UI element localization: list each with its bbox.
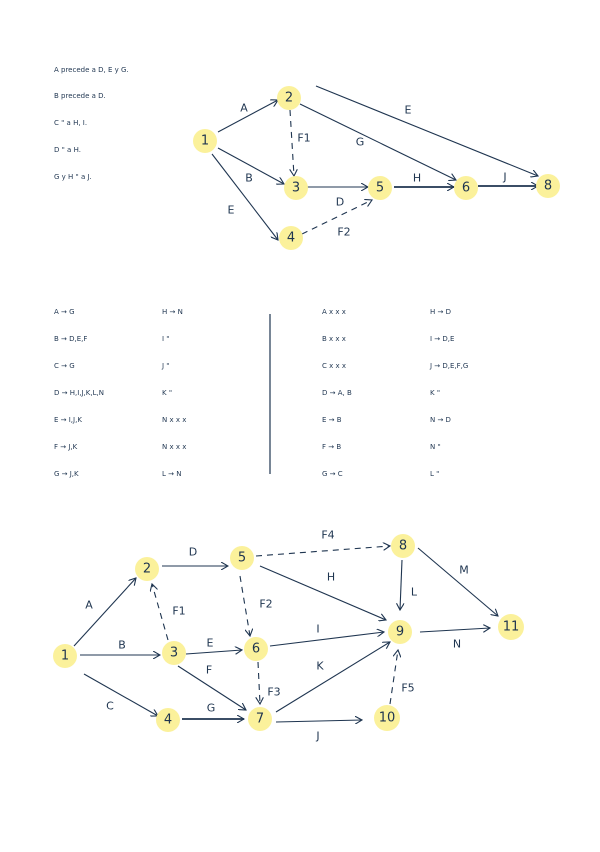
edge-label: N xyxy=(452,637,462,651)
edge-label: D xyxy=(188,545,198,559)
table-cell: H → D xyxy=(430,308,451,316)
edge-f2 xyxy=(240,576,250,636)
precedence-line: G y H " a J. xyxy=(54,173,92,181)
edge-label: G xyxy=(355,135,365,149)
edge-label: G xyxy=(206,701,216,715)
edge-label: J xyxy=(316,729,320,743)
table-cell: E → B xyxy=(322,416,342,424)
predecessor-table xyxy=(322,308,468,478)
table-cell: F → J,K xyxy=(54,443,78,451)
edge-f1 xyxy=(290,110,294,176)
edge-f4 xyxy=(256,546,390,556)
node-label: 10 xyxy=(378,710,396,726)
edge-e xyxy=(186,650,242,654)
node-label: 11 xyxy=(502,619,520,635)
edge-label: K xyxy=(316,659,324,673)
edge-f5 xyxy=(390,650,398,704)
node-label: 8 xyxy=(543,178,553,194)
top-network-diagram xyxy=(193,86,560,250)
precedence-line: C " a H, I. xyxy=(54,119,88,127)
edge-label: F5 xyxy=(401,681,415,695)
table-cell: C x x x xyxy=(322,362,346,370)
successor-table xyxy=(54,308,186,478)
edge-e-top xyxy=(316,86,538,176)
edge-label: F2 xyxy=(259,597,273,611)
edge-label: E xyxy=(227,203,235,217)
node-label: 9 xyxy=(395,624,405,640)
edge-k xyxy=(276,642,390,712)
edge-n xyxy=(420,628,490,632)
edge-label: I xyxy=(316,622,320,636)
edge-j xyxy=(276,720,362,722)
table-cell: A x x x xyxy=(322,308,346,316)
table-cell: K " xyxy=(430,389,441,397)
node-label: 3 xyxy=(291,180,301,196)
edge-g xyxy=(300,104,456,180)
node-label: 8 xyxy=(398,538,408,554)
edge-label: C xyxy=(106,699,114,713)
node-label: 1 xyxy=(60,648,70,664)
edge-f3 xyxy=(258,662,260,704)
node-label: 1 xyxy=(200,133,210,149)
bottom-network-diagram xyxy=(53,529,524,743)
edge-c xyxy=(84,674,158,716)
edge-label: E xyxy=(206,636,214,650)
table-cell: D → A, B xyxy=(322,389,352,397)
edge-label: F1 xyxy=(172,604,186,618)
edge-label: B xyxy=(118,638,126,652)
edge-label: L xyxy=(410,585,418,599)
node-label: 5 xyxy=(237,550,247,566)
table-cell: J " xyxy=(162,362,170,370)
edge-f1 xyxy=(152,584,168,640)
edge-l xyxy=(400,560,402,610)
edge-label: H xyxy=(326,570,336,584)
edge-label: F3 xyxy=(267,685,281,699)
node-label: 6 xyxy=(461,180,471,196)
table-cell: C → G xyxy=(54,362,75,370)
edge-label: F1 xyxy=(297,131,311,145)
node-label: 5 xyxy=(375,180,385,196)
edge-label: F2 xyxy=(337,225,351,239)
table-cell: B → D,E,F xyxy=(54,335,88,343)
node-label: 4 xyxy=(286,230,296,246)
table-cell: G → C xyxy=(322,470,343,478)
table-cell: K " xyxy=(162,389,173,397)
node-label: 3 xyxy=(169,645,179,661)
table-cell: L → N xyxy=(162,470,182,478)
node-label: 7 xyxy=(255,711,265,727)
table-cell: I " xyxy=(162,335,170,343)
table-cell: N x x x xyxy=(162,416,187,424)
table-cell: L " xyxy=(430,470,440,478)
edge-m xyxy=(418,548,498,616)
table-cell: G → J,K xyxy=(54,470,79,478)
table-cell: I → D,E xyxy=(430,335,455,343)
table-cell: N x x x xyxy=(162,443,187,451)
table-cell: F → B xyxy=(322,443,342,451)
edge-a xyxy=(74,578,136,646)
table-cell: H → N xyxy=(162,308,183,316)
node-label: 2 xyxy=(284,90,294,106)
table-cell: E → I,J,K xyxy=(54,416,82,424)
edge-a xyxy=(218,100,278,132)
precedence-line: D " a H. xyxy=(54,146,81,154)
node-label: 2 xyxy=(142,561,152,577)
edge-label: B xyxy=(245,171,253,185)
table-cell: N → D xyxy=(430,416,451,424)
precedence-line: B precede a D. xyxy=(54,92,106,100)
node-label: 6 xyxy=(251,641,261,657)
table-cell: J → D,E,F,G xyxy=(430,362,469,370)
edge-label: D xyxy=(335,195,345,209)
table-cell: A → G xyxy=(54,308,75,316)
precedence-line: A precede a D, E y G. xyxy=(54,66,129,74)
table-cell: N " xyxy=(430,443,441,451)
edge-label: F xyxy=(205,663,213,677)
table-cell: D → H,I,J,K,L,N xyxy=(54,389,104,397)
edge-i xyxy=(270,632,384,646)
edge-e-low xyxy=(212,154,278,240)
edge-label: A xyxy=(85,598,93,612)
node-label: 4 xyxy=(163,712,173,728)
edge-label: E xyxy=(404,103,412,117)
edge-label: J xyxy=(503,170,507,184)
edge-label: A xyxy=(240,101,248,115)
edge-h xyxy=(260,566,386,620)
table-cell: B x x x xyxy=(322,335,346,343)
edge-label: H xyxy=(412,171,422,185)
edge-label: M xyxy=(459,563,469,577)
precedence-list xyxy=(54,66,129,181)
edge-label: F4 xyxy=(321,528,335,542)
